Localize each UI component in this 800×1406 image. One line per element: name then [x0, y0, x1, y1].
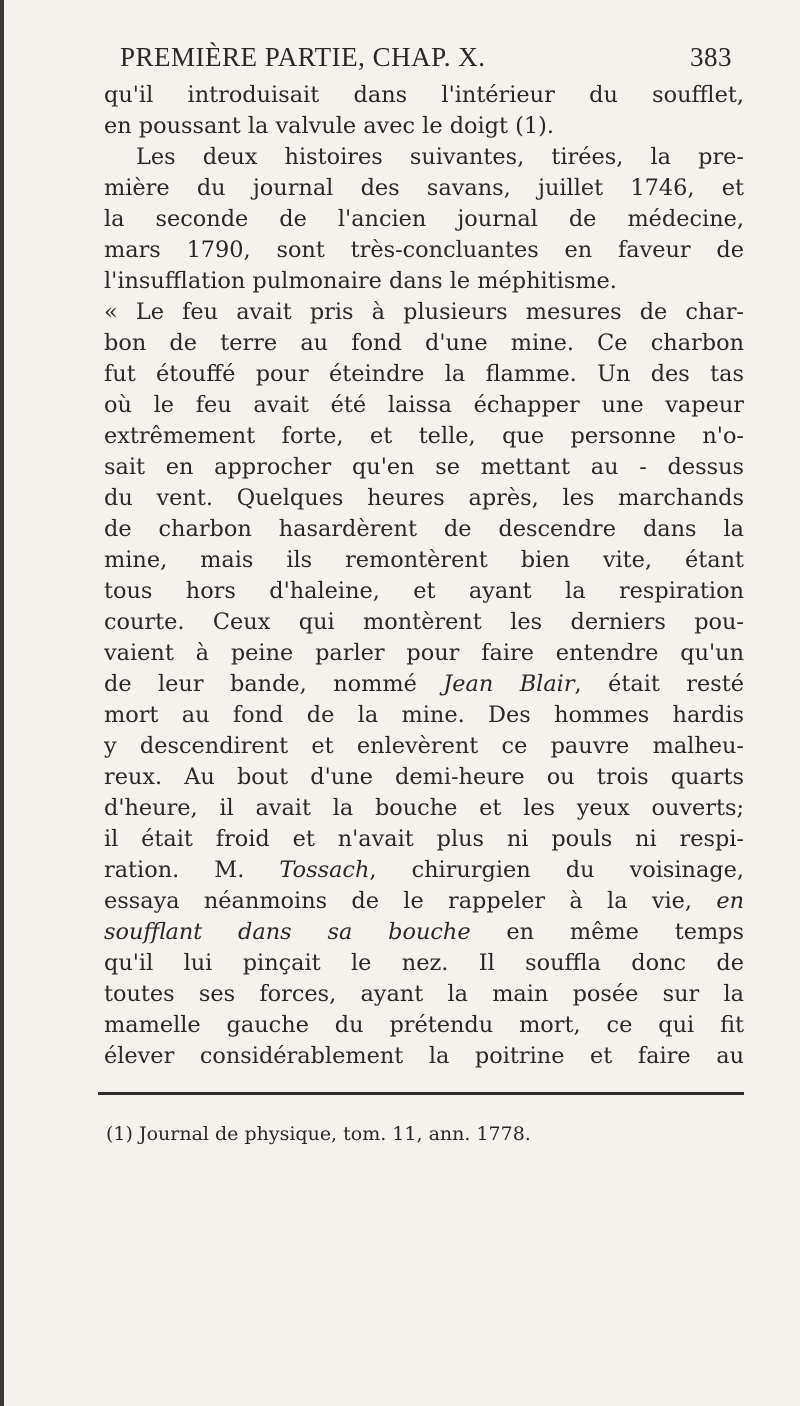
- text-line: [104, 979, 744, 1010]
- text-line: [104, 669, 744, 700]
- text-run: bon de terre au fond d'une mine. Ce charbon: [104, 330, 744, 356]
- text-run: l'insufflation pulmonaire dans le méphitisme.: [104, 268, 617, 294]
- text-line: [104, 235, 744, 266]
- text-run: mars 1790, sont très-concluantes en faveur de: [104, 237, 744, 263]
- text-line: [104, 390, 744, 421]
- text-run: en poussant la valvule avec le doigt (1).: [104, 113, 554, 139]
- text-line: [104, 173, 744, 204]
- text-line: [104, 855, 744, 886]
- text-run: vaient à peine parler pour faire entendre qu'un: [104, 640, 744, 666]
- text-run: la seconde de l'ancien journal de médecine,: [104, 206, 744, 232]
- text-line: [104, 142, 744, 173]
- text-run: mamelle gauche du prétendu mort, ce qui fit: [104, 1012, 744, 1038]
- text-line: [104, 204, 744, 235]
- running-head: [104, 36, 744, 80]
- text-run: tous hors d'haleine, et ayant la respiration: [104, 578, 744, 604]
- text-run: d'heure, il avait la bouche et les yeux ouverts;: [104, 795, 744, 821]
- text-line: [104, 421, 744, 452]
- text-run: élever considérablement la poitrine et faire au: [104, 1043, 744, 1069]
- text-line: [104, 700, 744, 731]
- text-line: [104, 545, 744, 576]
- text-line: [104, 638, 744, 669]
- text-run: de leur bande, nommé: [104, 671, 444, 697]
- text-line: [104, 483, 744, 514]
- text-line: [104, 917, 744, 948]
- text-run: qu'il lui pinçait le nez. Il souffla donc de: [104, 950, 744, 976]
- text-run: ration. M.: [104, 857, 280, 883]
- text-run: de charbon hasardèrent de descendre dans la: [104, 516, 744, 542]
- body-text: [104, 80, 744, 1072]
- text-line: [104, 731, 744, 762]
- text-run: mine, mais ils remontèrent bien vite, étant: [104, 547, 744, 573]
- footnote-rule: [98, 1092, 744, 1095]
- text-line: [104, 607, 744, 638]
- text-run: du vent. Quelques heures après, les marchands: [104, 485, 744, 511]
- italic-text: Jean Blair: [443, 671, 575, 697]
- text-line: [104, 514, 744, 545]
- text-run: en même temps: [470, 919, 745, 945]
- text-line: [104, 452, 744, 483]
- text-run: sait en approcher qu'en se mettant au - dessus: [104, 454, 744, 480]
- text-line: [104, 359, 744, 390]
- text-run: où le feu avait été laissa échapper une vapeur: [104, 392, 744, 418]
- text-line: [104, 80, 744, 111]
- text-line: [104, 1010, 744, 1041]
- text-line: [104, 111, 744, 142]
- text-run: toutes ses forces, ayant la main posée sur la: [104, 981, 744, 1007]
- italic-text: en: [716, 888, 744, 914]
- text-line: [104, 762, 744, 793]
- text-run: Les deux histoires suivantes, tirées, la pre-: [136, 144, 744, 170]
- text-line: [104, 1041, 744, 1072]
- text-run: « Le feu avait pris à plusieurs mesures de char-: [104, 299, 744, 325]
- italic-text: Tossach: [279, 857, 370, 883]
- text-run: reux. Au bout d'une demi-heure ou trois quarts: [104, 764, 744, 790]
- text-line: [104, 793, 744, 824]
- running-head-title: PREMIÈRE PARTIE, CHAP. X.: [120, 42, 486, 72]
- text-run: , chirurgien du voisinage,: [369, 857, 744, 883]
- text-run: mière du journal des savans, juillet 1746, et: [104, 175, 744, 201]
- text-line: [104, 886, 744, 917]
- text-run: mort au fond de la mine. Des hommes hardis: [104, 702, 744, 728]
- text-line: [104, 948, 744, 979]
- text-line: [104, 576, 744, 607]
- page-number: 383: [690, 42, 732, 72]
- text-line: [104, 328, 744, 359]
- footnote: (1) Journal de physique, tom. 11, ann. 1778.: [106, 1123, 531, 1145]
- text-run: qu'il introduisait dans l'intérieur du soufflet,: [104, 82, 744, 108]
- text-run: il était froid et n'avait plus ni pouls ni respi-: [104, 826, 744, 852]
- book-page: [104, 36, 744, 1147]
- text-run: extrêmement forte, et telle, que personne n'o-: [104, 423, 744, 449]
- text-line: [104, 824, 744, 855]
- text-run: fut étouffé pour éteindre la flamme. Un des tas: [104, 361, 744, 387]
- text-line: [104, 266, 744, 297]
- text-line: [104, 297, 744, 328]
- text-run: essaya néanmoins de le rappeler à la vie,: [104, 888, 717, 914]
- italic-text: soufflant dans sa bouche: [104, 919, 471, 945]
- binding-edge: [0, 0, 4, 1406]
- text-run: courte. Ceux qui montèrent les derniers pou-: [104, 609, 744, 635]
- text-run: , était resté: [574, 671, 744, 697]
- text-run: y descendirent et enlevèrent ce pauvre malheu-: [104, 733, 744, 759]
